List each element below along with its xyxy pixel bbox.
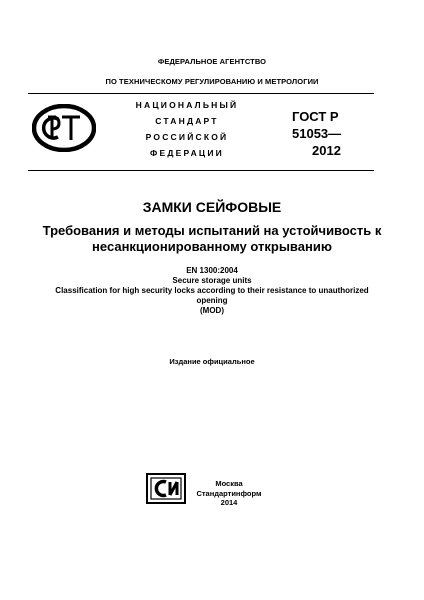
- designation-line2: 51053—: [292, 126, 342, 141]
- standard-line2: СТАНДАРТ: [155, 116, 219, 126]
- designation-line3: 2012: [312, 143, 341, 158]
- agency-name-line2: ПО ТЕХНИЧЕСКОМУ РЕГУЛИРОВАНИЮ И МЕТРОЛОГИИ: [105, 77, 319, 86]
- document-subtitle-line1: Требования и методы испытаний на устойчивость к: [42, 223, 382, 238]
- agency-name-line1: ФЕДЕРАЛЬНОЕ АГЕНТСТВО: [157, 57, 267, 66]
- header-divider: [28, 93, 374, 94]
- block-divider: [28, 170, 374, 171]
- standard-line1: НАЦИОНАЛЬНЫЙ: [135, 100, 239, 110]
- reference-line2: Classification for high security locks according to their resistance to unauthorized: [55, 286, 369, 295]
- reference-line3: opening: [196, 296, 228, 305]
- designation-line1: ГОСТ Р: [292, 109, 339, 124]
- document-title: ЗАМКИ СЕЙФОВЫЕ: [142, 199, 282, 215]
- gost-r-certification-logo-icon: [32, 104, 96, 152]
- reference-line1: Secure storage units: [172, 276, 252, 285]
- publisher-city: Москва: [215, 479, 243, 488]
- edition-label: Издание официальное: [169, 357, 255, 366]
- reference-line4: (MOD): [200, 306, 224, 315]
- standartinform-logo-icon: [146, 473, 186, 504]
- standard-line3: РОССИЙСКОЙ: [145, 132, 229, 142]
- publisher-year: 2014: [220, 498, 238, 507]
- publisher-name: Стандартинформ: [196, 488, 262, 498]
- document-subtitle-line2: несанкционированному открыванию: [92, 239, 332, 254]
- standard-line4: ФЕДЕРАЦИИ: [150, 148, 224, 158]
- reference-code: EN 1300:2004: [186, 266, 238, 275]
